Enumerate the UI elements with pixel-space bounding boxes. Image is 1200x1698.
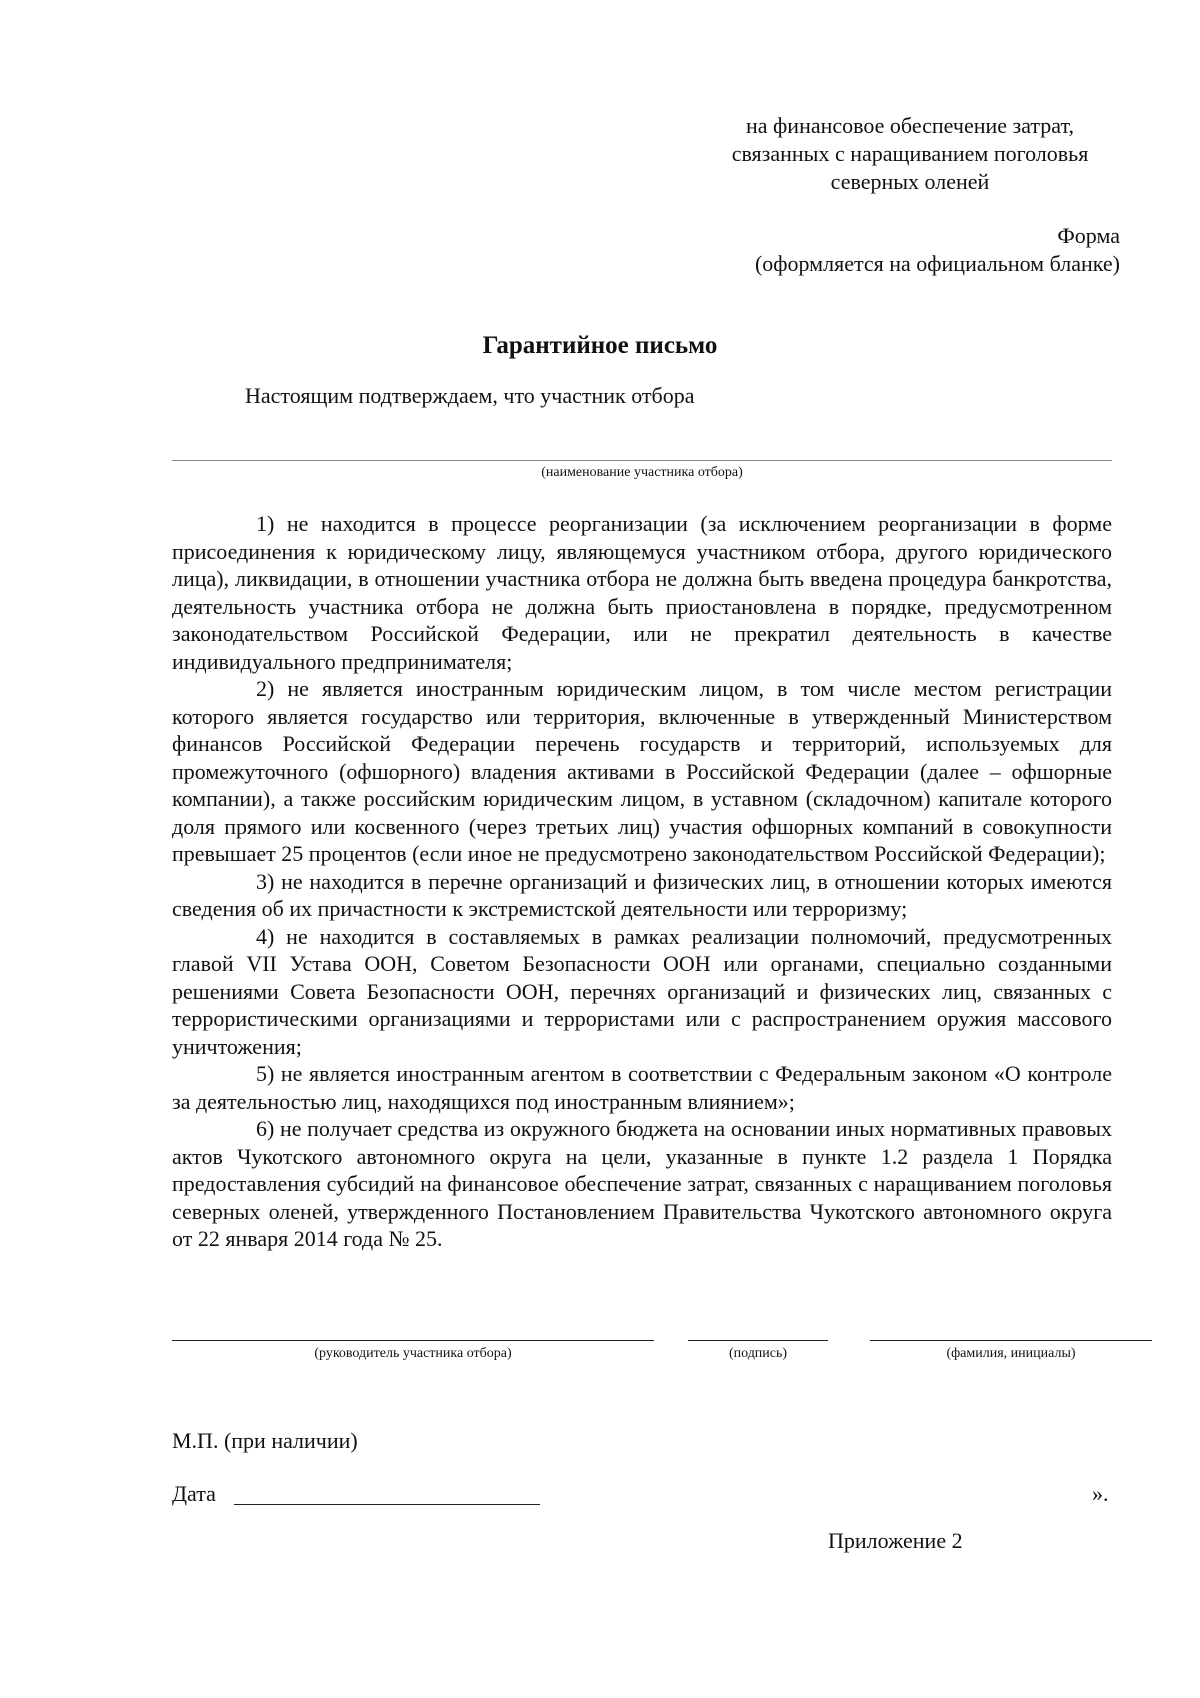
closing-quote: ».: [1092, 1481, 1109, 1506]
signature-caption: (подпись): [728, 1346, 788, 1361]
name-initials-line: [870, 1340, 1152, 1341]
date-label: Дата: [172, 1481, 216, 1506]
intro-sentence: Настоящим подтверждаем, что участник отбора: [245, 383, 695, 408]
appendix-label: Приложение 2: [828, 1528, 963, 1553]
form-label: Форма: [1057, 223, 1120, 248]
condition-item-3: 3) не находится в перечне организаций и физических лиц, в отношении которых имеются сведения об их причастности к экстремистской деятельности или терроризму;: [172, 868, 1112, 921]
header-line-3: северных оленей: [830, 169, 990, 194]
condition-item-2: 2) не является иностранным юридическим лицом, в том числе местом регистрации которого является государство или территория, включенные в утвержденный Министерством финансов Российской Федерации перечень государств и территорий, используемых для промежуточного (офшорного) владения активами в Российской Федерации (далее – офшорные компании), а также российским юридическим лицом, в уставном (складочном) капитале которого доля прямого или косвенного (через третьих лиц) участия офшорных компаний в совокупности превышает 25 процентов (если иное не предусмотрено законодательством Российской Федерации);: [172, 676, 1112, 866]
header-line-2: связанных с наращиванием поголовья: [731, 141, 1089, 166]
condition-item-1: 1) не находится в процессе реорганизации (за исключением реорганизации в форме присоединения к юридическому лицу, являющемуся участником отбора, другого юридического лица), ликвидации, в отношении участника отбора не должна быть введена процедура банкротства, деятельность участника отбора не должна быть приостановлена в порядке, предусмотренном законодательством Российской Федерации, или не прекратил деятельность в качестве индивидуального предпринимателя;: [172, 511, 1112, 674]
head-caption: (руководитель участника отбора): [314, 1346, 512, 1361]
condition-item-6: 6) не получает средства из окружного бюджета на основании иных нормативных правовых актов Чукотского автономного округа на цели, указанные в пункте 1.2 раздела 1 Порядка предоставления субсидий на финансовое обеспечение затрат, связанных с наращиванием поголовья северных оленей, утвержденного Постановлением Правительства Чукотского автономного округа от 22 января 2014 года № 25.: [172, 1116, 1112, 1251]
date-line: [234, 1504, 540, 1505]
condition-item-4: 4) не находится в составляемых в рамках реализации полномочий, предусмотренных главой VII Устава ООН, Советом Безопасности ООН или органами, специально созданными решениями Совета Безопасности ООН, перечнях организаций и физических лиц, связанных с террористическими организациями и террористами или с распространением оружия массового уничтожения;: [172, 923, 1112, 1059]
name-initials-caption: (фамилия, инициалы): [946, 1346, 1076, 1361]
form-official-blank-note: (оформляется на официальном бланке): [754, 251, 1120, 276]
header-reference: [700, 112, 1120, 196]
signature-line: [688, 1340, 828, 1341]
conditions-list: [172, 510, 1112, 1253]
participant-name-caption: (наименование участника отбора): [541, 465, 743, 480]
header-line-1: на финансовое обеспечение затрат,: [746, 113, 1074, 138]
form-note: [600, 222, 1120, 278]
head-signature-line: [172, 1340, 654, 1341]
participant-name-line: [172, 460, 1112, 461]
document-title: Гарантийное письмо: [482, 332, 718, 359]
stamp-place: М.П. (при наличии): [172, 1428, 358, 1453]
condition-item-5: 5) не является иностранным агентом в соответствии с Федеральным законом «О контроле за деятельностью лиц, находящихся под иностранным влиянием»;: [172, 1061, 1112, 1114]
